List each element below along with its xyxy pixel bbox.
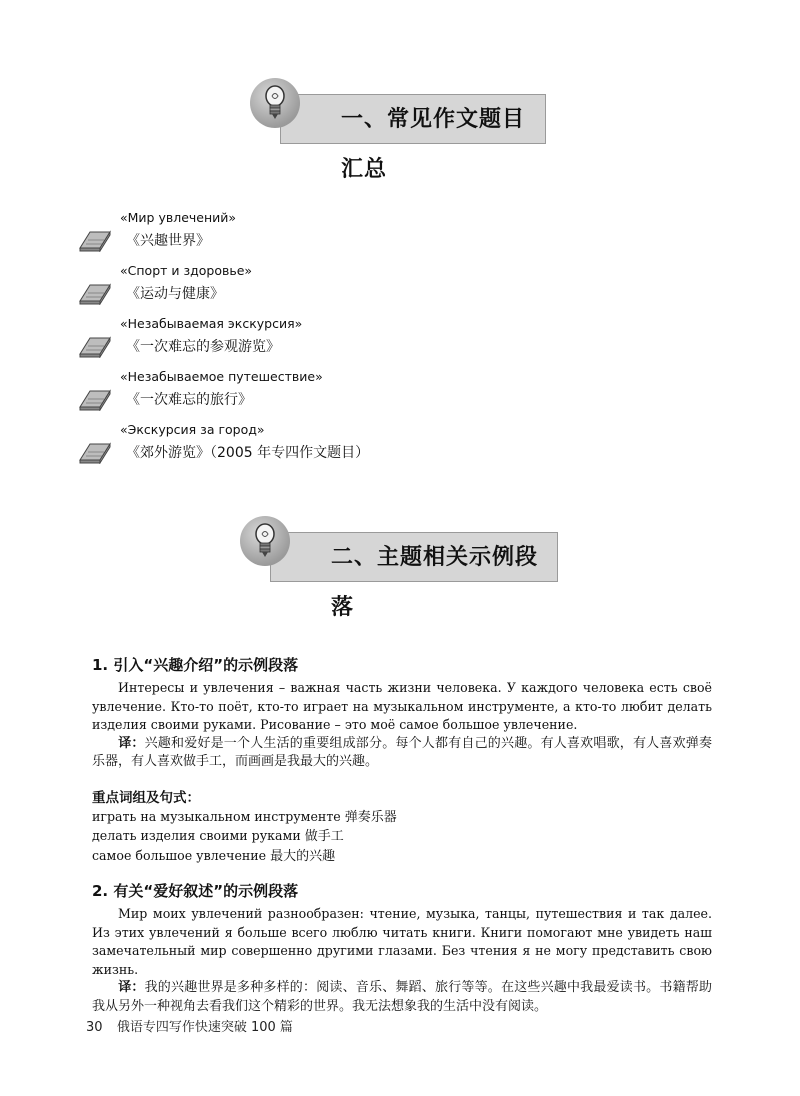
vocab-item: делать изделия своими руками 做手工 [92, 828, 344, 844]
section-title-2: 二、主题相关示例段落 [270, 532, 558, 582]
lightbulb-icon [250, 78, 300, 128]
translation-label: 译： [118, 735, 145, 751]
topic-zh: 《郊外游览》（2005 年专四作文题目） [126, 445, 370, 461]
topic-ru: «Незабываемая экскурсия» [120, 316, 303, 331]
topic-ru: «Экскурсия за город» [120, 422, 265, 437]
vocab-title: 重点词组及句式： [92, 789, 200, 806]
book-icon [78, 334, 112, 358]
list-item [78, 422, 478, 475]
lightbulb-icon [240, 516, 290, 566]
list-item [78, 369, 478, 422]
list-item [78, 316, 478, 369]
example-paragraph-2 [92, 880, 712, 1016]
page-number: 30 [86, 1020, 103, 1035]
topic-ru: «Мир увлечений» [120, 210, 237, 225]
translation-paragraph: 译：兴趣和爱好是一个人生活的重要组成部分。每个人都有自己的兴趣。有人喜欢唱歌，有人喜欢弹奏乐器，有人喜欢做手工，而画画是我最大的兴趣。 [92, 735, 712, 769]
list-item [78, 210, 478, 263]
book-icon [78, 281, 112, 305]
russian-paragraph: Интересы и увлечения – важная часть жизни человека. У каждого человека есть своё увлечение. Кто-то поёт, кто-то играет на музыкальном инструменте, а кто-то любит делать изделия своими руками. Рисование – это моё самое большое увлечение. [92, 680, 712, 732]
vocab-item: играть на музыкальном инструменте 弹奏乐器 [92, 808, 397, 825]
translation-paragraph: 译：我的兴趣世界是多种多样的：阅读、音乐、舞蹈、旅行等等。在这些兴趣中我最爱读书。书籍帮助我从另外一种视角去看我们这个精彩的世界。我无法想象我的生活中没有阅读。 [92, 980, 712, 1014]
vocab-item: самое большое увлечение 最大的兴趣 [92, 847, 336, 864]
topic-zh: 《一次难忘的参观游览》 [126, 339, 280, 355]
book-icon [78, 228, 112, 252]
topic-ru: «Незабываемое путешествие» [120, 369, 323, 384]
page-footer [86, 1016, 293, 1035]
russian-paragraph: Мир моих увлечений разнообразен: чтение, музыка, танцы, путешествия и так далее. Из этих увлечений я больше всего люблю читать книги. Книги помогают мне увидеть наш замечательный мир совершенно другими глазами. Без чтения я не могу представить свою жизнь. [92, 906, 712, 977]
paragraph-title: 2. 有关“爱好叙述”的示例段落 [92, 882, 299, 900]
example-paragraph-1 [92, 654, 712, 866]
section-title-1: 一、常见作文题目汇总 [280, 94, 546, 144]
translation-label: 译： [118, 980, 145, 995]
topic-zh: 《兴趣世界》 [126, 233, 210, 249]
list-item [78, 263, 478, 316]
book-icon [78, 387, 112, 411]
topic-ru: «Спорт и здоровье» [120, 263, 253, 278]
topic-zh: 《运动与健康》 [126, 286, 224, 302]
book-icon [78, 440, 112, 464]
topic-zh: 《一次难忘的旅行》 [126, 392, 252, 408]
book-title: 俄语专四写作快速突破 100 篇 [116, 1020, 293, 1035]
paragraph-title: 1. 引入“兴趣介绍”的示例段落 [92, 656, 299, 674]
topic-list [78, 210, 478, 475]
